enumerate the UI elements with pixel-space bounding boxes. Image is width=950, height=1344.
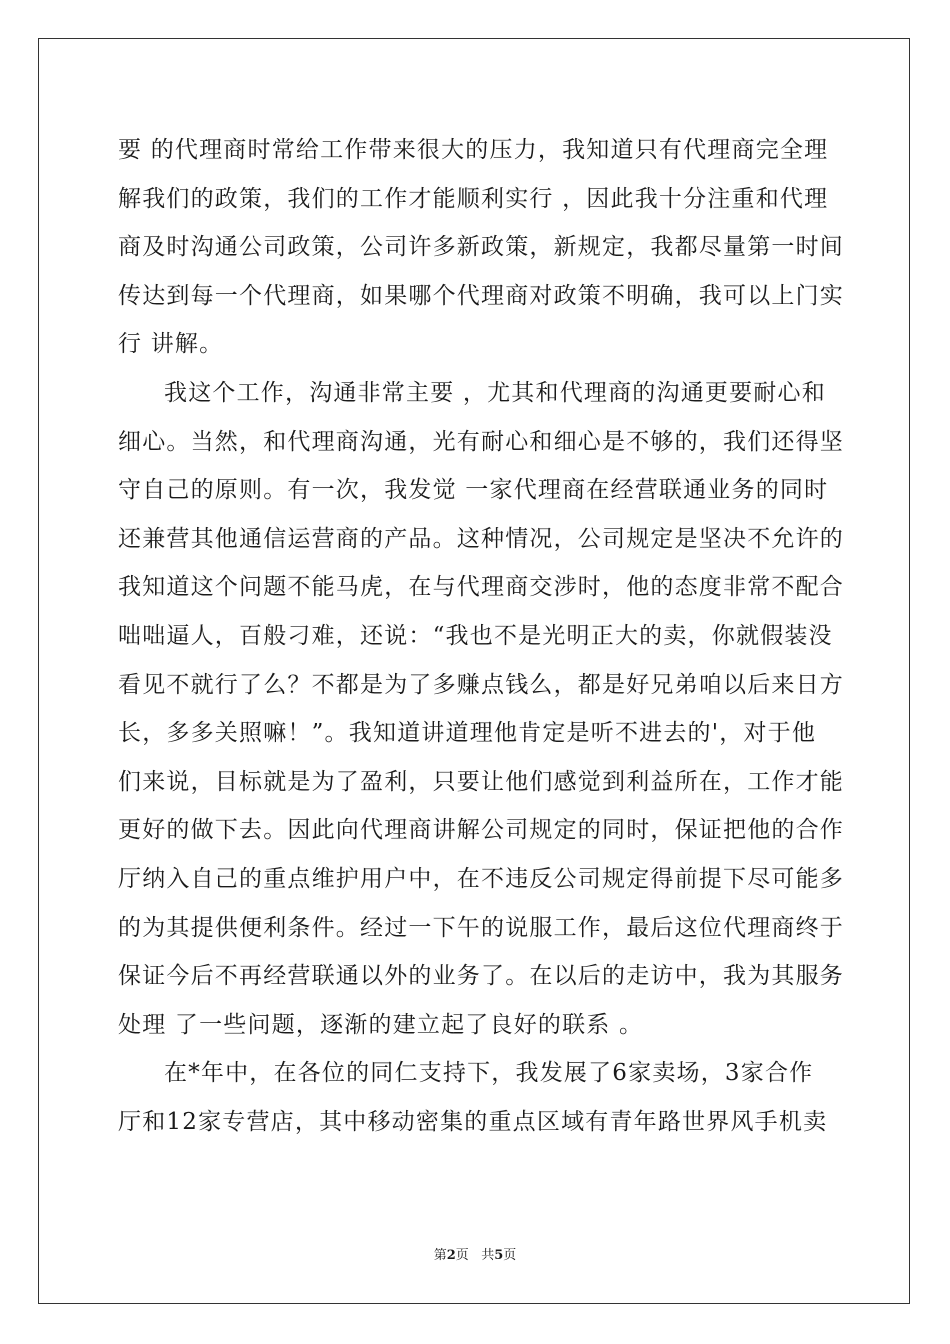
text-line: 传达到每一个代理商，如果哪个代理商对政策不明确，我可以上门实 [118, 282, 844, 309]
text-line: 的为其提供便利条件。经过一下午的说服工作，最后这位代理商终于 [118, 914, 844, 941]
page-number: 2 [446, 1248, 456, 1263]
total-prefix: 共 [481, 1248, 495, 1263]
text-line: 保证今后不再经营联通以外的业务了。在以后的走访中，我为其服务 [118, 963, 844, 990]
text-line: 们来说，目标就是为了盈利，只要让他们感觉到利益所在，工作才能 [118, 768, 844, 795]
page-prefix: 第 [433, 1248, 447, 1263]
paragraph-start-line: 我这个工作，沟通非常主要 ，尤其和代理商的沟通更要耐心和 [164, 379, 826, 406]
page-footer [0, 1246, 950, 1266]
text-line: 行 讲解。 [118, 331, 224, 358]
text-line: 更好的做下去。因此向代理商讲解公司规定的同时，保证把他的合作 [118, 817, 844, 844]
page-suffix: 页 [455, 1248, 469, 1263]
total-suffix: 页 [503, 1248, 517, 1263]
text-line: 厅和12家专营店，其中移动密集的重点区域有青年路世界风手机卖 [118, 1108, 828, 1135]
total-pages: 5 [494, 1248, 504, 1263]
text-line: 长，多多关照嘛！”。我知道讲道理他肯定是听不进去的'，对于他 [118, 720, 817, 747]
text-line: 守自己的原则。有一次，我发觉 一家代理商在经营联通业务的同时 [118, 477, 829, 504]
text-line: 商及时沟通公司政策，公司许多新政策，新规定，我都尽量第一时间 [118, 234, 844, 261]
text-line: 细心。当然，和代理商沟通，光有耐心和细心是不够的，我们还得坚 [118, 428, 844, 455]
text-line: 要 的代理商时常给工作带来很大的压力，我知道只有代理商完全理 [118, 137, 829, 163]
paragraph-start-line: 在*年中，在各位的同仁支持下，我发展了6家卖场，3家合作 [164, 1060, 814, 1087]
text-line: 厅纳入自己的重点维护用户中，在不违反公司规定得前提下尽可能多 [118, 865, 844, 892]
text-line: 咄咄逼人，百般刁难，还说：“我也不是光明正大的卖，你就假装没 [118, 622, 833, 649]
text-line: 还兼营其他通信运营商的产品。这种情况，公司规定是坚决不允许的 [118, 525, 844, 552]
text-line: 处理 了一些问题，逐渐的建立起了良好的联系 。 [118, 1011, 644, 1038]
text-line: 我知道这个问题不能马虎，在与代理商交涉时，他的态度非常不配合 [118, 574, 844, 601]
text-line: 看见不就行了么？不都是为了多赚点钱么，都是好兄弟咱以后来日方 [118, 671, 844, 698]
text-line: 解我们的政策，我们的工作才能顺利实行 ，因此我十分注重和代理 [118, 185, 829, 212]
document-body [118, 126, 844, 1146]
